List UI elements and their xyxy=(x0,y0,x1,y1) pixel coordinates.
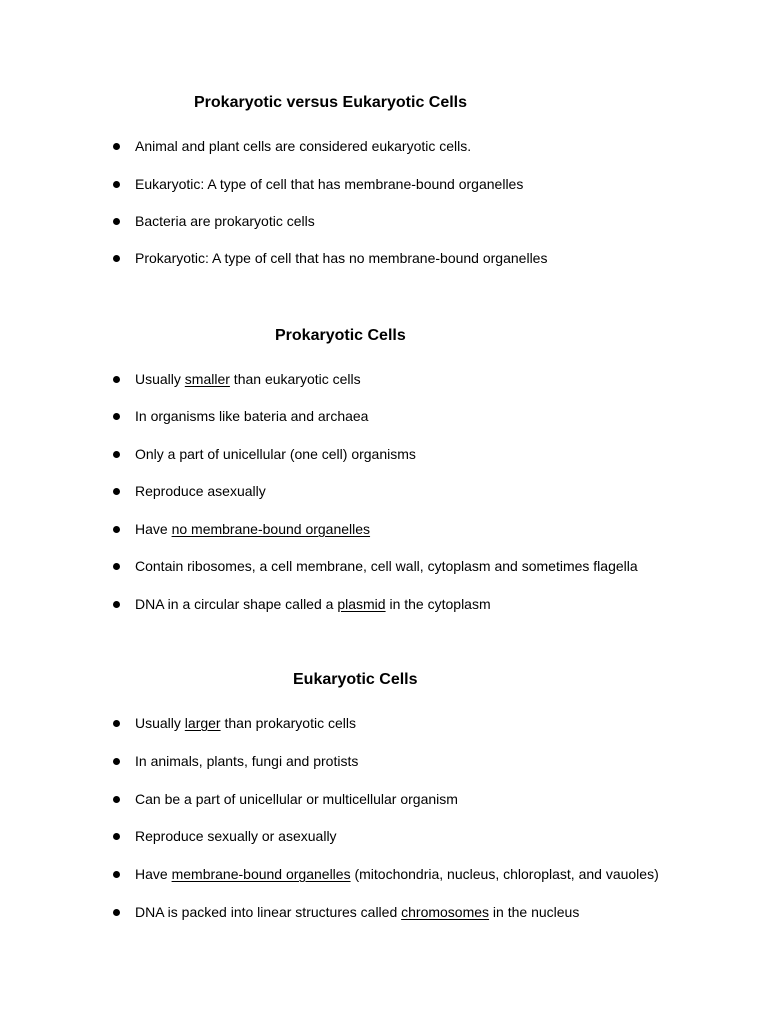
item-text: Prokaryotic: A type of cell that has no membrane-bound organelles xyxy=(135,250,548,266)
bullet-icon xyxy=(113,526,120,533)
bullet-icon xyxy=(113,488,120,495)
item-text: Can be a part of unicellular or multicellular organism xyxy=(135,791,458,807)
bullet-icon xyxy=(113,871,120,878)
item-text: Eukaryotic: A type of cell that has membrane-bound organelles xyxy=(135,176,524,192)
item-text: In organisms like bateria and archaea xyxy=(135,408,369,424)
item-text: DNA in a circular shape called a plasmid in the cytoplasm xyxy=(135,596,491,612)
bullet-icon xyxy=(113,909,120,916)
item-text: Only a part of unicellular (one cell) organisms xyxy=(135,446,416,462)
bullet-icon xyxy=(113,376,120,383)
item-text: DNA is packed into linear structures called chromosomes in the nucleus xyxy=(135,904,580,920)
section-title-eukaryotic: Eukaryotic Cells xyxy=(293,671,418,688)
item-text: Usually larger than prokaryotic cells xyxy=(135,715,356,731)
bullet-icon xyxy=(113,563,120,570)
bullet-icon xyxy=(113,451,120,458)
section-title-prokaryotic: Prokaryotic Cells xyxy=(275,327,406,344)
item-text: Bacteria are prokaryotic cells xyxy=(135,213,315,229)
item-text: Usually smaller than eukaryotic cells xyxy=(135,371,361,387)
item-text: Have no membrane-bound organelles xyxy=(135,521,371,537)
item-text: Reproduce asexually xyxy=(135,483,266,499)
bullet-icon xyxy=(113,601,120,608)
bullet-icon xyxy=(113,143,120,150)
item-text: Contain ribosomes, a cell membrane, cell wall, cytoplasm and sometimes flagella xyxy=(135,558,638,574)
bullet-icon xyxy=(113,181,120,188)
bullet-icon xyxy=(113,255,120,262)
item-text: Have membrane-bound organelles (mitochondria, nucleus, chloroplast, and vauoles) xyxy=(135,866,659,882)
bullet-icon xyxy=(113,218,120,225)
item-text: Animal and plant cells are considered eukaryotic cells. xyxy=(135,138,472,154)
item-text: In animals, plants, fungi and protists xyxy=(135,753,359,769)
bullet-icon xyxy=(113,796,120,803)
item-text: Reproduce sexually or asexually xyxy=(135,828,337,844)
bullet-icon xyxy=(113,833,120,840)
section-title-overview: Prokaryotic versus Eukaryotic Cells xyxy=(194,94,468,111)
bullet-icon xyxy=(113,758,120,765)
bullet-icon xyxy=(113,720,120,727)
bullet-icon xyxy=(113,413,120,420)
